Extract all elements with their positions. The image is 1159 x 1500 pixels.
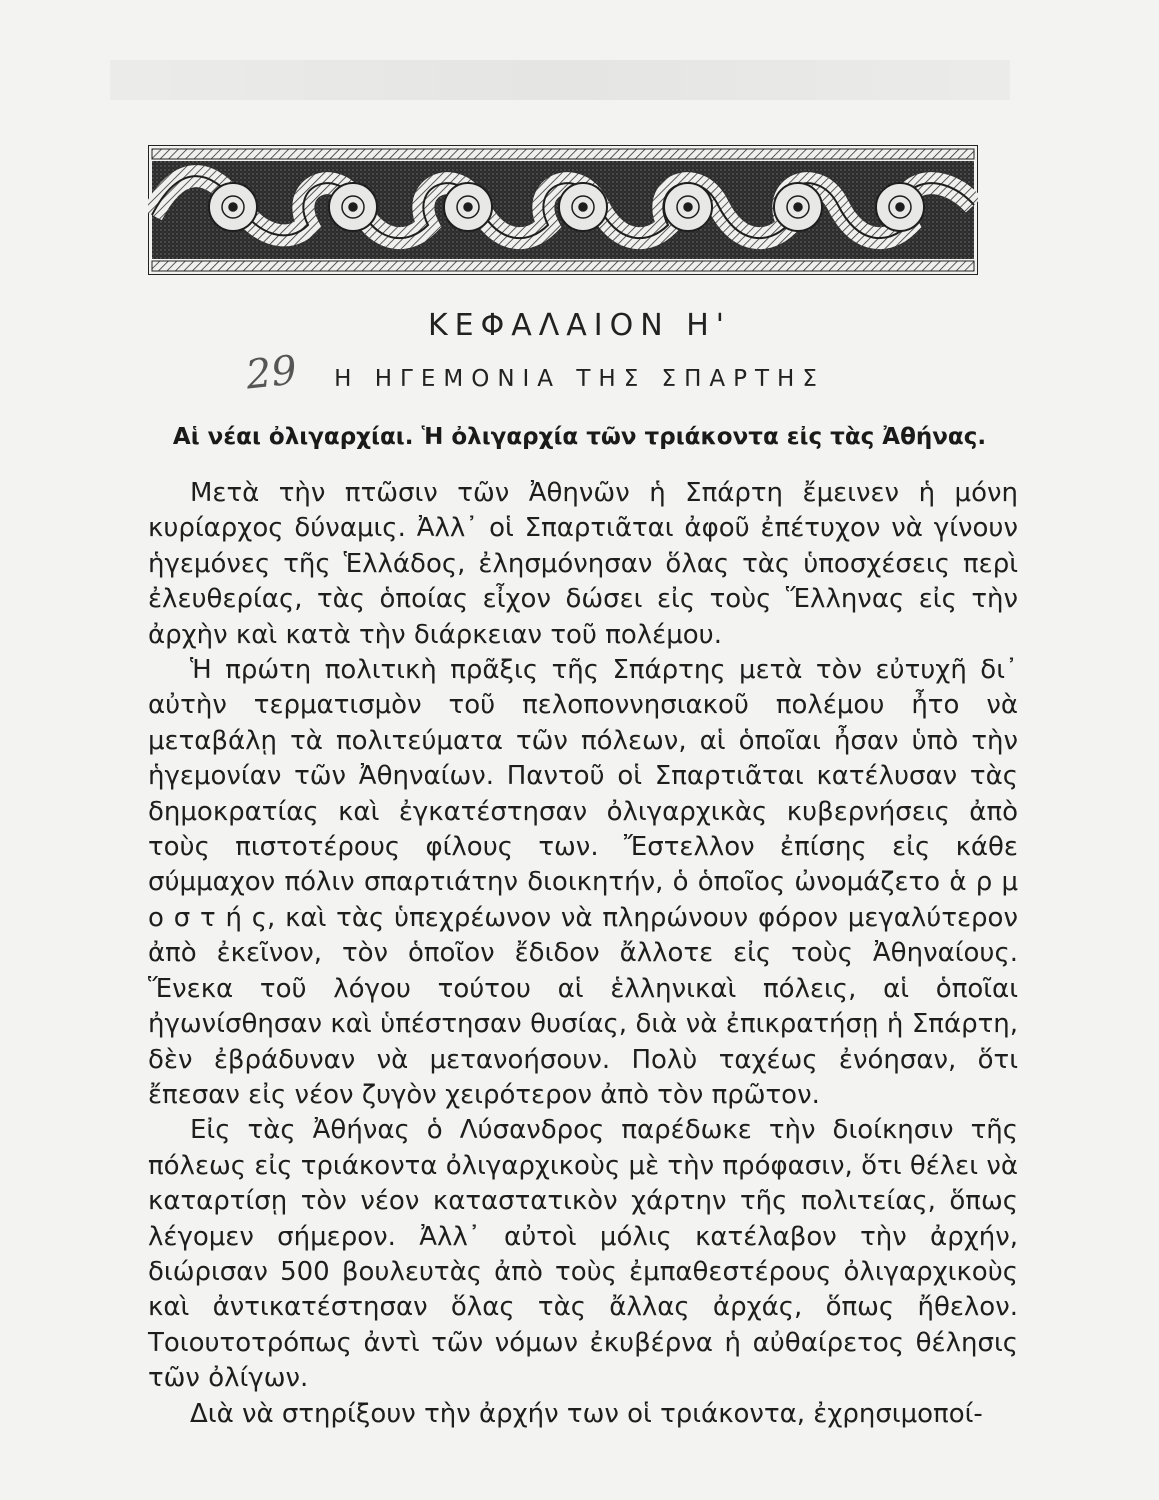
section-subtitle: Αἱ νέαι ὀλιγαρχίαι. Ἡ ὀλιγαρχία τῶν τριάκοντα εἰς τὰς Ἀθήνας. (172, 424, 987, 450)
paragraph-2: Ἡ πρώτη πολιτικὴ πρᾶξις τῆς Σπάρτης μετὰ τὸν εὐτυχῆ δι᾿ αὐτὴν τερματισμὸν τοῦ πελοποννησιακοῦ πολέμου ἦτο νὰ μεταβάλῃ τὰ πολιτεύματα τῶν πόλεων, αἱ ὁποῖαι ἦσαν ὑπὸ τὴν ἡγεμονίαν τῶν Ἀθηναίων. Παντοῦ οἱ Σπαρτιᾶται κατέλυσαν τὰς δημοκρατίας καὶ ἐγκατέστησαν ὀλιγαρχικὰς κυβερνήσεις ἀπὸ τοὺς πιστοτέρους φίλους των. Ἔστελλον ἐπίσης εἰς κάθε σύμμαχον πόλιν σπαρτιάτην διοικητήν, ὁ ὁποῖος ὠνομάζετο ἁ ρ μ ο σ τ ή ς, καὶ τὰς ὑπεχρέωνον νὰ πληρώνουν φόρον μεγαλύτερον ἀπὸ ἐκεῖνον, τὸν ὁποῖον ἔδιδον ἄλλοτε εἰς τοὺς Ἀθηναίους. Ἕνεκα τοῦ λόγου τούτου αἱ ἑλληνικαὶ πόλεις, αἱ ὁποῖαι ἠγωνίσθησαν καὶ ὑπέστησαν θυσίας, διὰ νὰ ἐπικρατήσῃ ἡ Σπάρτη, δὲν ἐβράδυναν νὰ μετανοήσουν. Πολὺ ταχέως ἐνόησαν, ὅτι ἔπεσαν εἰς νέον ζυγὸν χειρότερον ἀπὸ τὸν πρῶτον. (148, 655, 1018, 1110)
chapter-title: Η ΗΓΕΜΟΝΙΑ ΤΗΣ ΣΠΑΡΤΗΣ (334, 366, 825, 392)
body-text (148, 476, 1018, 1432)
decorative-wave-border (148, 145, 978, 275)
paragraph-1: Μετὰ τὴν πτῶσιν τῶν Ἀθηνῶν ἡ Σπάρτη ἔμεινεν ἡ μόνη κυρίαρχος δύναμις. Ἀλλ᾿ οἱ Σπαρτιᾶται ἀφοῦ ἐπέτυχον νὰ γίνουν ἡγεμόνες τῆς Ἑλλάδος, ἐλησμόνησαν ὅλας τὰς ὑποσχέσεις περὶ ἐλευθερίας, τὰς ὁποίας εἶχον δώσει εἰς τοὺς Ἕλληνας εἰς τὴν ἀρχὴν καὶ κατὰ τὴν διάρκειαν τοῦ πολέμου. (148, 478, 1018, 650)
handwritten-margin-note: 29 (243, 347, 300, 399)
paragraph-3: Εἰς τὰς Ἀθήνας ὁ Λύσανδρος παρέδωκε τὴν διοίκησιν τῆς πόλεως εἰς τριάκοντα ὀλιγαρχικοὺς μὲ τὴν πρόφασιν, ὅτι θέλει νὰ καταρτίσῃ τὸν νέον καταστατικὸν χάρτην τῆς πολιτείας, ὅπως λέγομεν σήμερον. Ἀλλ᾿ αὐτοὶ μόλις κατέλαβον τὴν ἀρχήν, διώρισαν 500 βουλευτὰς ἀπὸ τοὺς ἐμπαθεστέρους ὀλιγαρχικοὺς καὶ ἀντικατέστησαν ὅλας τὰς ἄλλας ἀρχάς, ὅπως ἤθελον. Τοιουτοτρόπως ἀντὶ τῶν νόμων ἐκυβέρνα ἡ αὐθαίρετος θέλησις τῶν ὀλίγων. (148, 1115, 1018, 1394)
chapter-heading: ΚΕΦΑΛΑΙΟΝ Η' (427, 308, 732, 343)
bleed-through-shadow (110, 60, 1010, 100)
paragraph-4: Διὰ νὰ στηρίξουν τὴν ἀρχήν των οἱ τριάκοντα, ἐχρησιμοποί- (190, 1398, 983, 1429)
